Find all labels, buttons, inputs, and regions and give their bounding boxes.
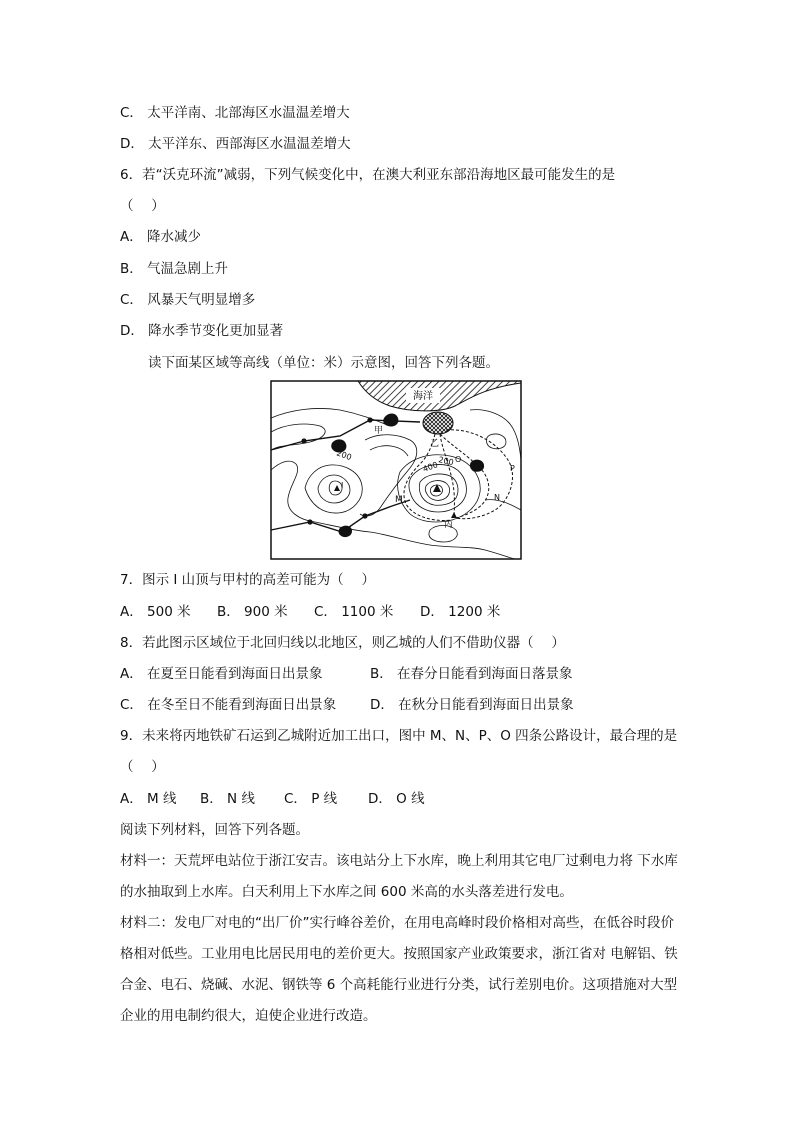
peak-i-label: I (341, 481, 344, 490)
contour-200-east: 200 (437, 455, 455, 468)
q8-option-b: B． 在春分日能看到海面日落景象 (370, 666, 573, 682)
jia-label: 甲 (374, 426, 384, 436)
reading-intro: 阅读下列材料，回答下列各题。 (120, 822, 309, 838)
q9-option-b: B． N 线 (200, 791, 255, 807)
q9-bracket: （ ） (120, 759, 165, 775)
q8-option-d: D． 在秋分日能看到海面日出景象 (370, 697, 574, 713)
q8-option-a: A． 在夏至日能看到海面日出景象 (120, 666, 323, 682)
material-two: 材料二：发电厂对电的“出厂价”实行峰谷差价，在用电高峰时段价格相对高些，在低谷时段价格相对低些。工业用电比居民用电的差价更大。按照国家产业政策要求，浙江省对 电解铝、铁合金、电石、烧碱、水泥、钢铁等 6 个高耗能行业进行分类，试行差别电价。这项措施对大型企业的用电制约很大，迫使企业进行改造。 (120, 915, 678, 1024)
q8-options-cd (120, 696, 574, 714)
yi-city (423, 412, 453, 434)
road-n-label: N (494, 493, 500, 502)
q7-option-c: C． 1100 米 (314, 604, 394, 620)
material-one: 材料一：天荒坪电站位于浙江安吉。该电站分上下水库，晚上利用其它电厂过剩电力将 下水库的水抽取到上水库。白天利用上下水库之间 600 米高的水头落差进行发电。 (120, 853, 678, 900)
road-m-label: M (395, 495, 403, 505)
q7-option-b: B． 900 米 (217, 604, 288, 620)
q6-bracket: （ ） (120, 198, 165, 214)
q8-options-ab (120, 665, 573, 683)
q9-option-a: A． M 线 (120, 791, 177, 807)
road-p-label: P (510, 464, 515, 473)
q9-options (120, 790, 425, 808)
q8-option-c: C． 在冬至日不能看到海面日出景象 (120, 697, 337, 713)
road-o-label: O (455, 455, 462, 464)
contour-200-west: 200 (335, 448, 353, 463)
q5-option-d: D． 太平洋东、西部海区水温温差增大 (120, 136, 351, 152)
bing-label: 丙 (444, 520, 454, 530)
q9-option-c: C． P 线 (284, 791, 338, 807)
q7-stem: 7．图示 I 山顶与甲村的高差可能为（ ） (120, 572, 375, 588)
q5-option-c: C． 太平洋南、北部海区水温温差增大 (120, 105, 350, 121)
q9-option-d: D． O 线 (368, 791, 425, 807)
contour-400: 400 (421, 460, 440, 474)
q7-option-d: D． 1200 米 (420, 604, 501, 620)
contour-map (270, 380, 522, 560)
q7-options (120, 603, 500, 621)
q8-stem: 8．若此图示区域位于北回归线以北地区，则乙城的人们不借助仪器（ ） (120, 635, 565, 651)
yi-label: 乙 (430, 439, 440, 449)
q6-option-d: D． 降水季节变化更加显著 (120, 323, 284, 339)
q9-stem: 9．未来将丙地铁矿石运到乙城附近加工出口，图中 M、N、P、O 四条公路设计，最合理的是 (120, 728, 678, 744)
map-intro: 读下面某区域等高线（单位：米）示意图，回答下列各题。 (148, 355, 499, 371)
sea-label: 海洋 (413, 391, 433, 402)
q6-stem: 6．若“沃克环流”减弱，下列气候变化中，在澳大利亚东部沿海地区最可能发生的是 (120, 167, 616, 183)
q6-option-c: C． 风暴天气明显增多 (120, 292, 256, 308)
q6-option-a: A． 降水减少 (120, 229, 202, 245)
q7-option-a: A． 500 米 (120, 604, 191, 620)
q6-option-b: B． 气温急剧上升 (120, 261, 229, 277)
